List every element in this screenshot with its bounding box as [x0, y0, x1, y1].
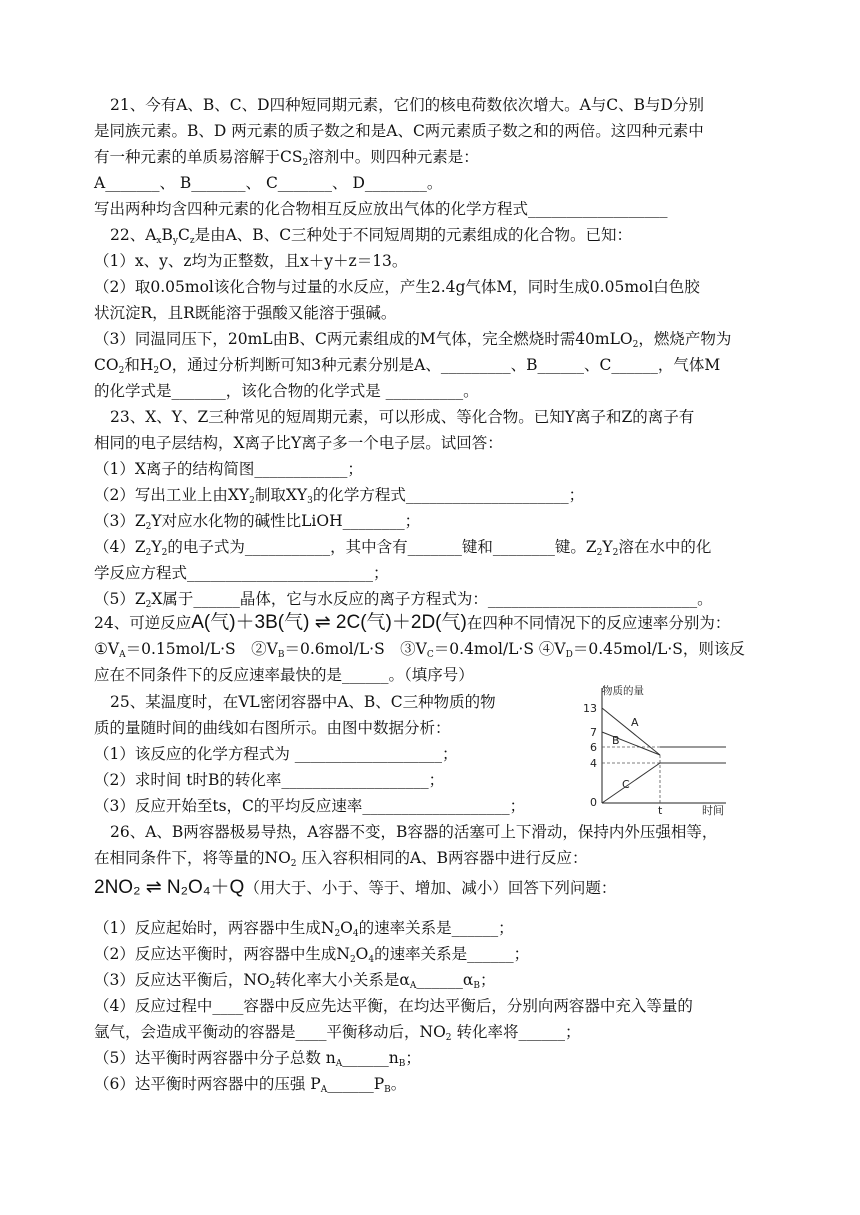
- q26-line-2: 在相同条件下，将等量的$NO_2$ 压入容积相同的A、B两容器中进行反应：: [94, 849, 588, 869]
- q21-line-3: 有一种元素的单质易溶解于$CS_2$溶剂中。则四种元素是：: [94, 148, 479, 168]
- q21-line-1: 21、今有A、B、C、D四种短同期元素，它们的核电荷数依次增大。A与C、B与D分别: [110, 96, 704, 114]
- q23-item-2: （2）写出工业上由$XY_2$制取$XY_3$的化学方程式_____________________；: [94, 486, 585, 506]
- q24-rates: $①V_A=0.15mol/L\cdot S$ $②V_B=0.6mol/L\cdot S$ $③V_C=0.4mol/L\cdot S$ $④V_D=0.45mol/L\cdot S$，则该反: [94, 640, 745, 660]
- q22-line-1: 22、$A_xB_yC_z$是由A、B、C三种处于不同短周期的元素组成的化合物。已知：: [110, 226, 633, 246]
- q25-item-3: （3）反应开始至ts，C的平均反应速率___________________；: [94, 797, 526, 815]
- q24-question: 应在不同条件下的反应速率最快的是______。（填序号）: [94, 666, 474, 684]
- q25-line-1: 25、某温度时，在VL密闭容器中A、B、C三种物质的物: [110, 693, 496, 711]
- q23-item-3: $(3)Z_2Y$对应水化物的碱性比LiOH________；: [94, 512, 421, 532]
- series-C-line: [602, 763, 660, 803]
- y-axis-label: 物质的量: [602, 685, 644, 697]
- q22-item-3-end: 的化学式是_______，该化合物的化学式是 __________。: [94, 382, 479, 400]
- q26-item-2: （2）反应达平衡时，两容器中生成$N_2O_4$的速率关系是______；: [94, 945, 530, 965]
- series-B-line: [602, 732, 660, 755]
- series-C-label: C: [622, 778, 630, 791]
- q26-equation-line: 2NO₂ ⇌ N₂O₄＋Q（用大于、小于、等于、增加、减小）回答下列问题：: [94, 877, 617, 898]
- q21-line-2: 是同族元素。B、D 两元素的质子数之和是A、C两元素质子数之和的两倍。这四种元素中: [94, 122, 704, 140]
- q25-item-1: （1）该反应的化学方程式为 ___________________；: [94, 745, 458, 763]
- q26-item-6: （6）达平衡时两容器中的压强 $P_A\_\_\_\_\_\_P_B$。: [94, 1075, 407, 1095]
- q22-item-2: （2）取0.05mol该化合物与过量的水反应，产生2.4g气体M，同时生成0.05mol白色胶: [94, 278, 700, 296]
- q22-item-2-cont: 状沉淀R，且R既能溶于强酸又能溶于强碱。: [94, 304, 397, 322]
- y-tick-0: 0: [590, 796, 597, 809]
- q25-line-2: 质的量随时间的曲线如右图所示。由图中数据分析：: [94, 719, 451, 737]
- q25-item-2: （2）求时间 t时B的转化率___________________；: [94, 771, 445, 789]
- q26-item-4: （4）反应过程中____容器中反应先达平衡，在均达平衡后，分别向两容器中充入等量的: [94, 997, 693, 1015]
- q26-item-3: （3）反应达平衡后，$NO_2$转化率大小关系是$\alpha_A\_\_\_\_\_\_\alpha_B$；: [94, 971, 496, 991]
- q21-blanks: A_______、 B_______、 C_______、 D________。: [94, 174, 443, 192]
- q22-item-3-cont: $CO_2$和$H_2O$，通过分析判断可知3种元素分别是A、_________、B______、C______，气体M: [94, 356, 721, 376]
- q23-item-5: $(5)Z_2X$属于______晶体，它与水反应的离子方程式为：___________________________。: [94, 590, 713, 610]
- q26-item-5: （5）达平衡时两容器中分子总数 $n_A\_\_\_\_\_\_n_B$；: [94, 1049, 421, 1069]
- q23-item-4-cont: 学反应方程式________________________；: [94, 564, 389, 582]
- q23-line-2: 相同的电子层结构，X离子比Y离子多一个电子层。试回答：: [94, 434, 503, 452]
- x-axis-label: 时间: [702, 804, 724, 817]
- q26-item-4-cont: 氩气，会造成平衡动的容器是____平衡移动后，$NO_2$ 转化率将______；: [94, 1023, 581, 1043]
- q23-item-4: $(4)Z_2Y_2$的电子式为___________，其中含有_______键和________键。$Z_2Y_2$溶在水中的化: [94, 538, 712, 558]
- y-tick-6: 6: [590, 741, 597, 754]
- x-tick-t: t: [658, 804, 663, 817]
- y-tick-7: 7: [590, 726, 597, 739]
- amount-time-graph: [578, 680, 728, 817]
- q21-equation-prompt: 写出两种均含四种元素的化合物相互反应放出气体的化学方程式__________________: [94, 200, 668, 218]
- series-B-label: B: [612, 734, 620, 747]
- q23-item-1: （1）X离子的结构简图____________；: [94, 460, 363, 478]
- q24-reaction-equation: A(气)＋3B(气) ⇌ 2C(气)＋2D(气): [191, 612, 467, 633]
- q22-item-1: （1）x、y、z均为正整数，且x＋y＋z＝13。: [94, 252, 408, 270]
- q23-line-1: 23、X、Y、Z三种常见的短周期元素，可以形成、等化合物。已知Y离子和Z的离子有: [110, 408, 695, 426]
- y-tick-4: 4: [590, 757, 597, 770]
- q26-line-1: 26、A、B两容器极易导热，A容器不变，B容器的活塞可上下滑动，保持内外压强相等，: [110, 823, 718, 841]
- q26-item-1: （1）反应起始时，两容器中生成$N_2O_4$的速率关系是______；: [94, 919, 514, 939]
- q26-reaction-equation: 2NO₂ ⇌ N₂O₄＋Q: [94, 877, 245, 898]
- y-tick-13: 13: [583, 702, 597, 715]
- q24-line-1: 24、可逆反应A(气)＋3B(气) ⇌ 2C(气)＋2D(气)在四种不同情况下的反应速率分别为：: [94, 612, 731, 633]
- q22-item-3: （3）同温同压下，20mL由B、C两元素组成的M气体，完全燃烧时需40mLO$_2$，燃烧产物为: [94, 330, 732, 350]
- series-A-label: A: [631, 716, 639, 729]
